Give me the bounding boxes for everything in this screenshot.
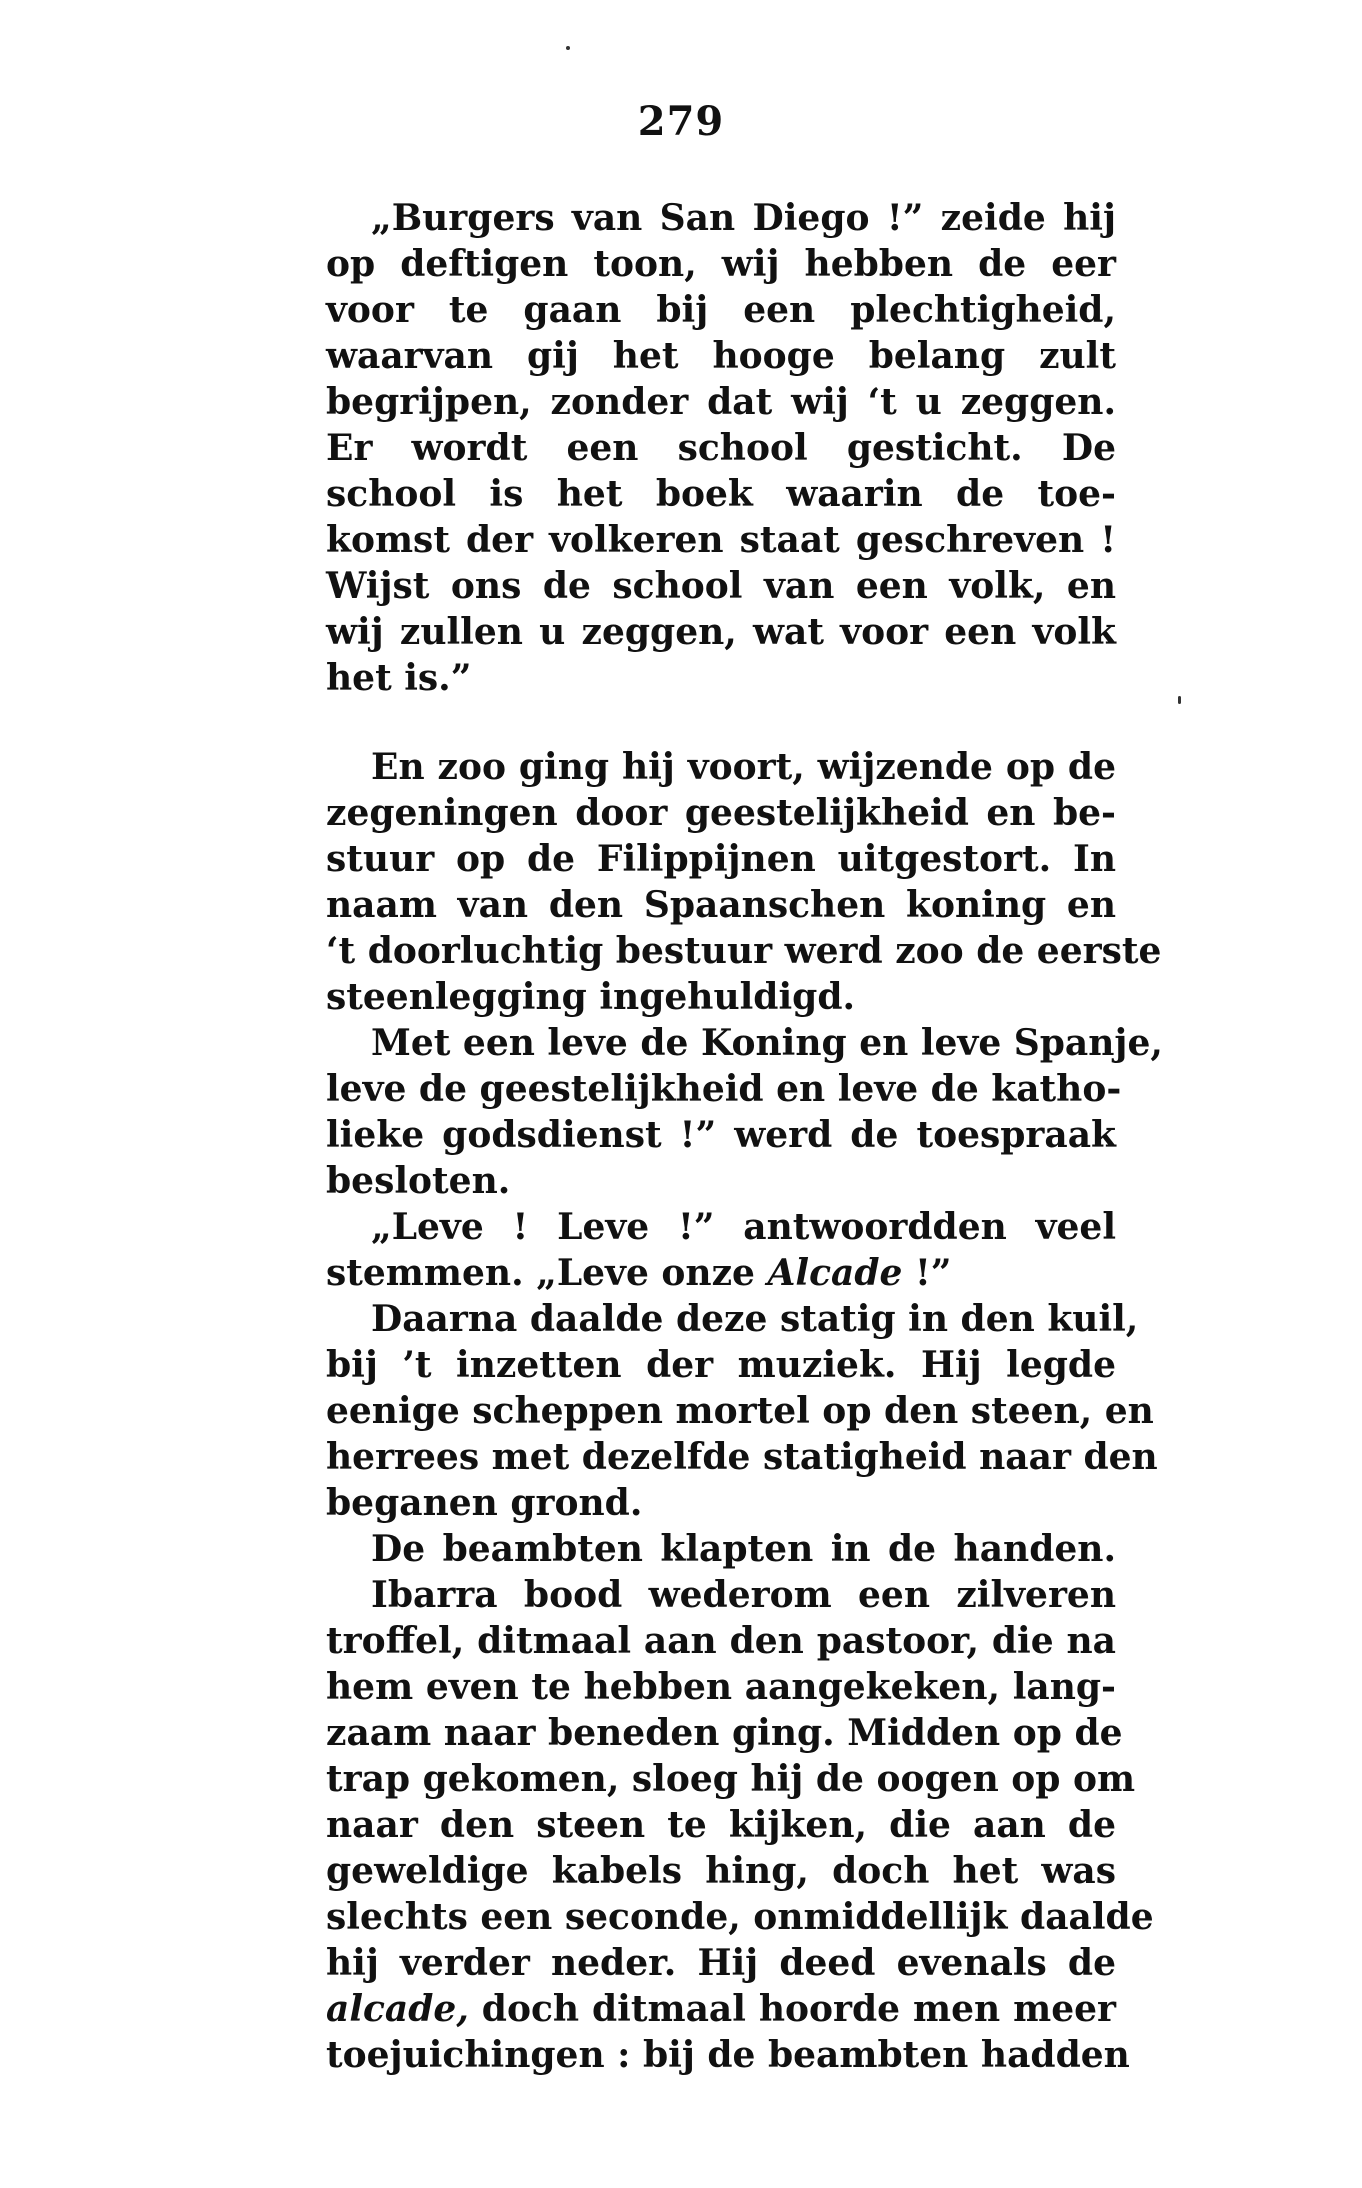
text-fragment: doch ditmaal hoorde men meer	[468, 1988, 1116, 2030]
text-line: hij verder neder. Hij deed evenals de	[326, 1942, 1116, 1984]
text-line: bij ’t inzetten der muziek. Hij legde	[326, 1344, 1116, 1386]
text-line: voor te gaan bij een plechtigheid,	[326, 289, 1116, 331]
text-line: „Burgers van San Diego !” zeide hij	[371, 197, 1116, 239]
text-line: stuur op de Filippijnen uitgestort. In	[326, 838, 1116, 880]
text-line: lieke godsdienst !” werd de toespraak	[326, 1114, 1116, 1156]
italic-word: alcade,	[326, 1988, 469, 2030]
text-fragment: stemmen. „Leve onze	[326, 1252, 768, 1294]
text-line: En zoo ging hij voort, wijzende op de	[371, 746, 1116, 788]
text-line: Daarna daalde deze statig in den kuil,	[371, 1298, 1139, 1340]
text-line: trap gekomen, sloeg hij de oogen op om	[326, 1758, 1136, 1800]
paragraph-6	[326, 1526, 1116, 1572]
text-line	[326, 1986, 1116, 2032]
text-line: school is het boek waarin de toe-	[326, 473, 1116, 515]
text-line: eenige scheppen mortel op den steen, en	[326, 1390, 1154, 1432]
text-line: herrees met dezelfde statigheid naar den	[326, 1436, 1158, 1478]
text-line: ‘t doorluchtig bestuur werd zoo de eerste	[326, 930, 1162, 972]
text-line: Wijst ons de school van een volk, en	[326, 565, 1116, 607]
text-line: naam van den Spaanschen koning en	[326, 884, 1116, 926]
paragraph-4	[326, 1204, 1116, 1296]
text-line: zaam naar beneden ging. Midden op de	[326, 1712, 1123, 1754]
text-line: het is.”	[326, 657, 472, 699]
paragraph-5	[326, 1296, 1158, 1526]
text-line: wij zullen u zeggen, wat voor een volk	[326, 611, 1116, 653]
text-line: waarvan gij het hooge belang zult	[326, 335, 1116, 377]
italic-word: Alcade	[767, 1252, 903, 1294]
text-line: zegeningen door geestelijkheid en be-	[326, 792, 1116, 834]
text-line: naar den steen te kijken, die aan de	[326, 1804, 1116, 1846]
print-speck	[1178, 696, 1181, 704]
text-line: hem even te hebben aangekeken, lang-	[326, 1666, 1116, 1708]
text-line: beganen grond.	[326, 1482, 643, 1524]
text-line: op deftigen toon, wij hebben de eer	[326, 243, 1116, 285]
text-line	[326, 1250, 1116, 1296]
paragraph-3	[326, 1020, 1163, 1204]
text-line: Er wordt een school gesticht. De	[326, 427, 1116, 469]
text-line: begrijpen, zonder dat wij ‘t u zeggen.	[326, 381, 1116, 423]
text-line: slechts een seconde, onmiddellijk daalde	[326, 1896, 1154, 1938]
text-line: toejuichingen : bij de beambten hadden	[326, 2034, 1130, 2076]
text-line: Met een leve de Koning en leve Spanje,	[371, 1022, 1163, 1064]
paragraph-2	[326, 744, 1162, 1020]
text-line: geweldige kabels hing, doch het was	[326, 1850, 1116, 1892]
text-line: troffel, ditmaal aan den pastoor, die na	[326, 1620, 1116, 1662]
text-line: „Leve ! Leve !” antwoordden veel	[371, 1206, 1116, 1248]
text-line: De beambten klapten in de handen.	[371, 1528, 1116, 1570]
print-speck	[566, 46, 570, 50]
text-column-bottom	[326, 744, 1163, 2078]
text-line: leve de geestelijkheid en leve de katho-	[326, 1068, 1122, 1110]
text-line: Ibarra bood wederom een zilveren	[371, 1574, 1116, 1616]
text-column-top	[326, 195, 1116, 701]
text-fragment: !”	[902, 1252, 952, 1294]
text-line: komst der volkeren staat geschreven !	[326, 519, 1116, 561]
page-number: 279	[637, 98, 725, 145]
paragraph-1	[326, 195, 1116, 701]
paragraph-7	[326, 1572, 1154, 2078]
text-line: steenlegging ingehuldigd.	[326, 976, 856, 1018]
text-line: besloten.	[326, 1160, 511, 1202]
